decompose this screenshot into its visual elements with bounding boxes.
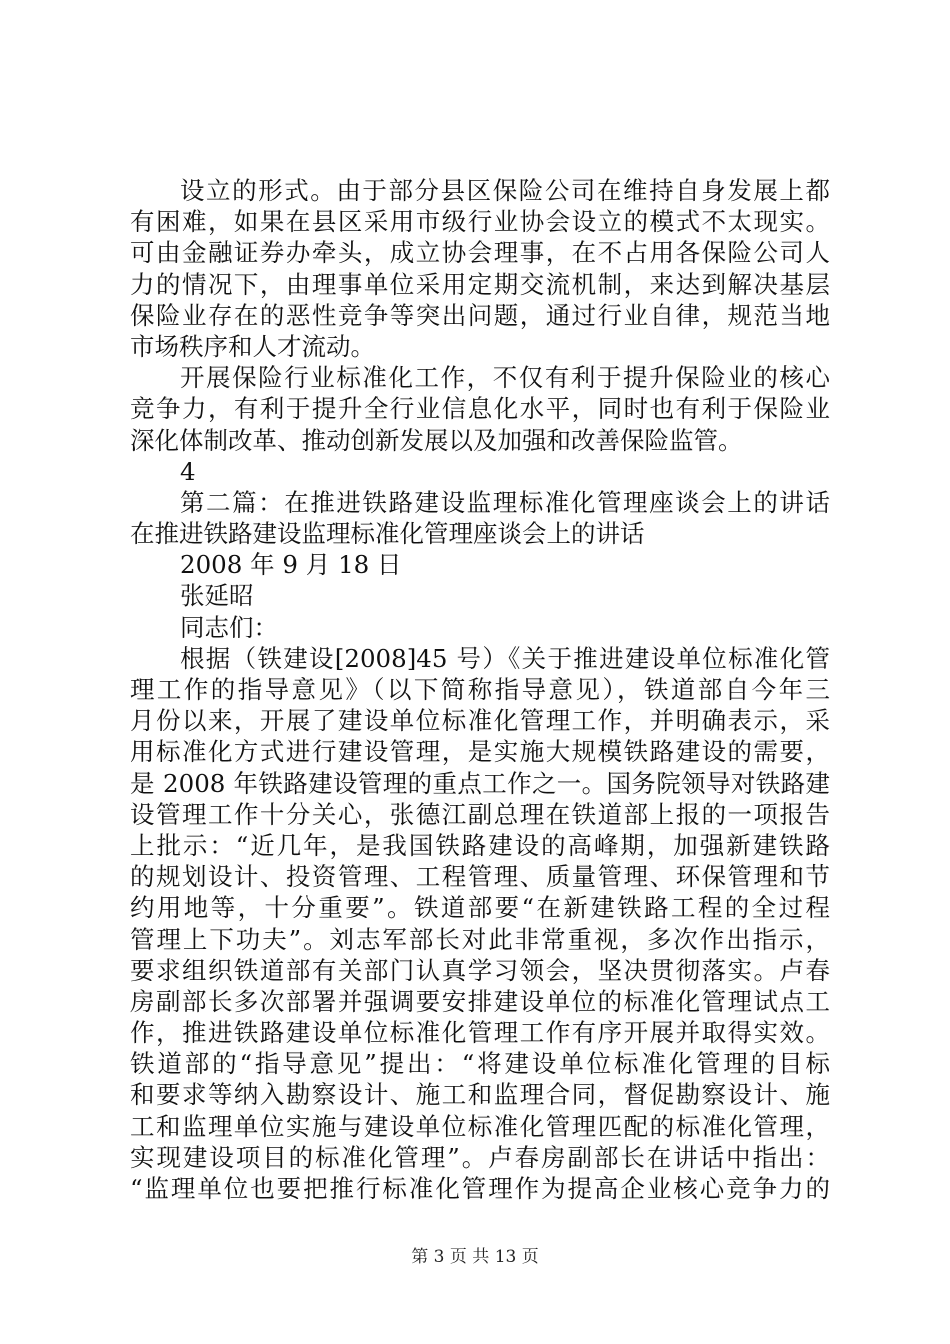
text-line: 用标准化方式进行建设管理，是实施大规模铁路建设的需要， xyxy=(130,737,830,767)
text-line: 2008 年 9 月 18 日 xyxy=(180,550,402,580)
text-line: 和要求等纳入勘察设计、施工和监理合同，督促勘察设计、施 xyxy=(130,1080,830,1110)
text-line: 理工作的指导意见》（以下简称指导意见），铁道部自今年三 xyxy=(130,675,830,704)
text-line: 第二篇：在推进铁路建设监理标准化管理座谈会上的讲话 xyxy=(180,487,830,517)
text-line: 约用地等，十分重要”。铁道部要“在新建铁路工程的全过程 xyxy=(130,893,830,923)
text-line: 保险业存在的恶性竞争等突出问题，通过行业自律，规范当地 xyxy=(130,300,830,330)
text-line: 设立的形式。由于部分县区保险公司在维持自身发展上都 xyxy=(180,176,830,205)
page-footer: 第 3 页 共 13 页 xyxy=(411,1247,539,1267)
text-line: 竞争力，有利于提升全行业信息化水平，同时也有利于保险业 xyxy=(130,394,830,424)
text-line: 管理上下功夫”。刘志军部长对此非常重视，多次作出指示， xyxy=(130,924,830,954)
text-line: 实现建设项目的标准化管理”。卢春房副部长在讲话中指出： xyxy=(130,1142,830,1172)
text-line: 根据（铁建设[2008]45 号）《关于推进建设单位标准化管 xyxy=(180,643,830,673)
text-line: 在推进铁路建设监理标准化管理座谈会上的讲话 xyxy=(130,519,645,549)
text-line: 工和监理单位实施与建设单位标准化管理匹配的标准化管理， xyxy=(130,1111,830,1141)
text-line: 作，推进铁路建设单位标准化管理工作有序开展并取得实效。 xyxy=(130,1018,830,1048)
text-line: 可由金融证券办牵头，成立协会理事，在不占用各保险公司人 xyxy=(130,238,830,268)
text-line: 有困难，如果在县区采用市级行业协会设立的模式不太现实。 xyxy=(130,207,830,237)
text-line: 的规划设计、投资管理、工程管理、质量管理、环保管理和节 xyxy=(130,862,830,892)
text-line: 房副部长多次部署并强调要安排建设单位的标准化管理试点工 xyxy=(130,986,830,1016)
text-line: 开展保险行业标准化工作，不仅有利于提升保险业的核心 xyxy=(180,363,830,393)
text-line: 月份以来，开展了建设单位标准化管理工作，并明确表示，采 xyxy=(130,706,830,736)
text-line: 张延昭 xyxy=(180,581,254,611)
text-line: 设管理工作十分关心，张德江副总理在铁道部上报的一项报告 xyxy=(130,799,830,829)
text-line: 上批示：“近几年，是我国铁路建设的高峰期，加强新建铁路 xyxy=(130,830,830,860)
text-line: “监理单位也要把推行标准化管理作为提高企业核心竞争力的 xyxy=(130,1174,830,1203)
document-body xyxy=(130,175,830,1204)
text-line: 要求组织铁道部有关部门认真学习领会，坚决贯彻落实。卢春 xyxy=(130,955,830,985)
text-line: 深化体制改革、推动创新发展以及加强和改善保险监管。 xyxy=(130,425,743,455)
text-line: 铁道部的“指导意见”提出：“将建设单位标准化管理的目标 xyxy=(130,1049,830,1079)
text-line: 是 2008 年铁路建设管理的重点工作之一。国务院领导对铁路建 xyxy=(130,768,830,798)
text-line: 市场秩序和人才流动。 xyxy=(130,331,375,361)
text-line: 同志们： xyxy=(180,612,278,642)
text-line: 4 xyxy=(180,456,196,486)
text-line: 力的情况下，由理事单位采用定期交流机制，来达到解决基层 xyxy=(130,269,830,299)
